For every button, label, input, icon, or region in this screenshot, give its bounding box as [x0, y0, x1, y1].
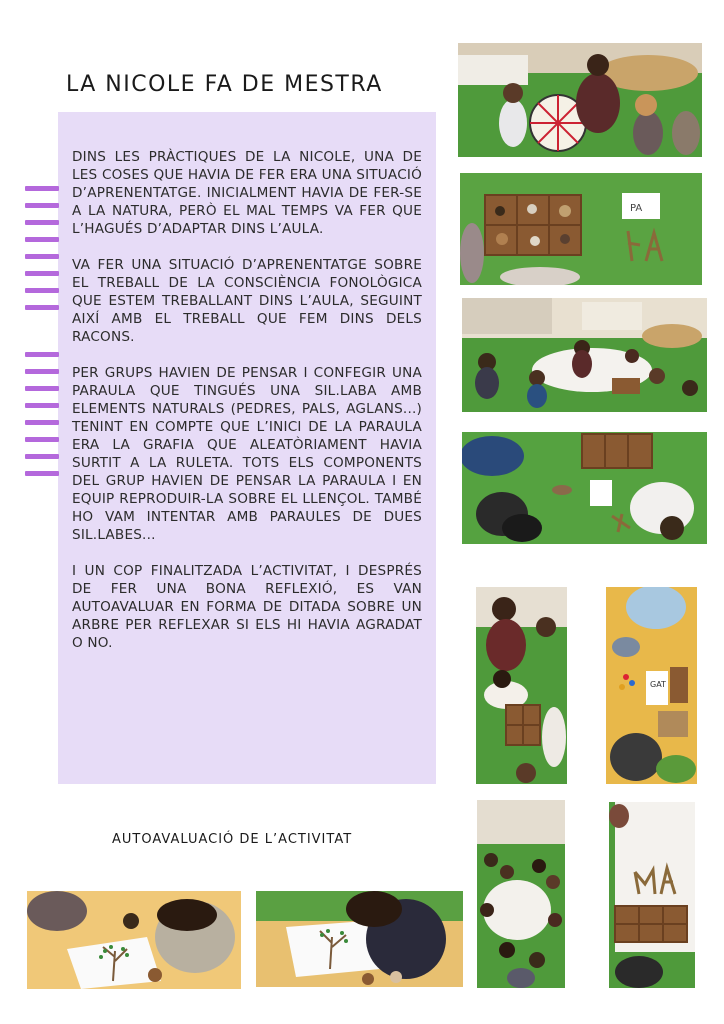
stripe: [25, 254, 59, 259]
photo-roulette: [458, 43, 702, 157]
stripe: [25, 437, 59, 442]
photo-sheet-top-view: [477, 800, 565, 988]
paragraph-1: DINS LES PRÀCTIQUES DE LA NICOLE, UNA DE LES COSES QUE HAVIA DE FER ERA UNA SITUACIÓ D’APRENENTATGE. INICIALMENT HAVIA DE FER-SE A LA NATURA, PERÒ EL MAL TEMPS VA FER QUE L’HAGUÉS D’ADAPTAR DINS L’AULA.: [72, 149, 422, 237]
word-card-2: GAT: [650, 680, 666, 689]
photo-fingerprint-tree-1: [27, 891, 241, 989]
stripe: [25, 186, 59, 191]
body-text: [72, 148, 422, 670]
decorative-stripes-bottom: [25, 352, 59, 488]
stripe: [25, 352, 59, 357]
photo-classroom: [462, 298, 707, 412]
paragraph-3: PER GRUPS HAVIEN DE PENSAR I CONFEGIR UNA PARAULA QUE TINGUÉS UNA SIL.LABA AMB ELEMENTS NATURALS (PEDRES, PALS, AGLANS...) TENINT EN COMPTE QUE L’INICI DE LA PARAULA ERA LA GRAFIA QUE ALEATÒRIAMENT HAVIA SURTIT A LA RULETA. TOTS ELS COMPONENTS DEL GRUP HAVIEN DE PENSAR LA PARAULA I EN EQUIP REPRODUIR-LA SOBRE EL LLENÇOL. TAMBÉ HO VAM INTENTAR AMB PARAULES DE DUES SIL.LABES...: [72, 365, 422, 543]
stripe: [25, 454, 59, 459]
photo-teacher-group: [476, 587, 567, 784]
stripe: [25, 369, 59, 374]
stripe: [25, 237, 59, 242]
stripe: [25, 220, 59, 225]
paragraph-4: I UN COP FINALITZADA L’ACTIVITAT, I DESPRÉS DE FER UNA BONA REFLEXIÓ, ES VAN AUTOAVALUAR EN FORMA DE DITADA SOBRE UN ARBRE PER REFLEXAR SI ELS HI HAVIA AGRADAT O NO.: [72, 563, 422, 651]
stripe: [25, 271, 59, 276]
stripe: [25, 403, 59, 408]
stripe: [25, 288, 59, 293]
stripe: [25, 203, 59, 208]
word-card-1: PA: [630, 203, 643, 214]
page-title: LA NICOLE FA DE MESTRA: [66, 72, 383, 97]
stripe: [25, 471, 59, 476]
photo-stick-letters: [609, 802, 695, 988]
photo-fingerprint-tree-2: [256, 891, 463, 987]
photo-caption: AUTOAVALUACIÓ DE L’ACTIVITAT: [112, 832, 353, 847]
stripe: [25, 420, 59, 425]
photo-nature-tray: [460, 173, 702, 285]
paragraph-2: VA FER UNA SITUACIÓ D’APRENENTATGE SOBRE EL TREBALL DE LA CONSCIÈNCIA FONOLÒGICA QUE ESTEM TREBALLANT DINS L’AULA, SEGUINT AIXÍ AMB EL TREBALL QUE FEM DINS DELS RACONS.: [72, 257, 422, 345]
photo-kids-floor: [462, 432, 707, 544]
decorative-stripes-top: [25, 186, 59, 322]
stripe: [25, 305, 59, 310]
stripe: [25, 386, 59, 391]
photo-word-card: [606, 587, 697, 784]
